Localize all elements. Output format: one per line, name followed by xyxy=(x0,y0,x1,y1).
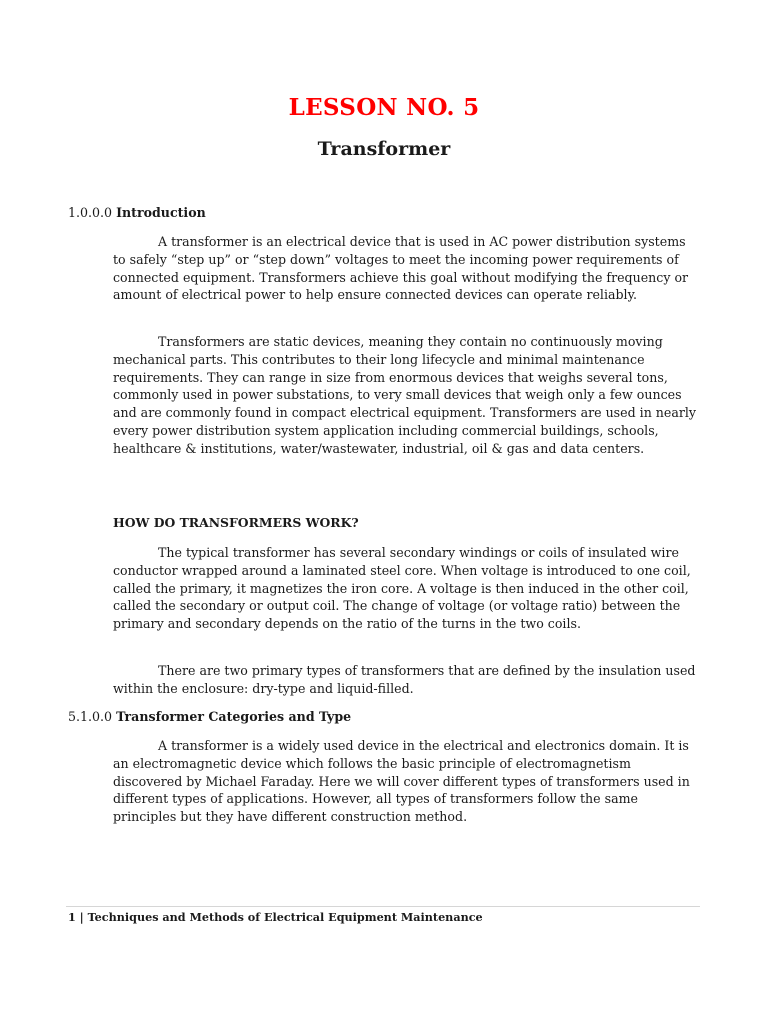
how-paragraph-2: There are two primary types of transformers that are defined by the insulation used within the enclosure: dry-type and liquid-filled. xyxy=(113,663,696,696)
section-heading-categories xyxy=(68,709,351,724)
intro-paragraph-2: Transformers are static devices, meaning they contain no continuously moving mechanical parts. This contributes to their long lifecycle and minimal maintenance requirements. They can range in size from enormous devices that weighs several tons, commonly used in power substations, to very small devices that weigh only a few ounces and are commonly found in compact electrical equipment. Transformers are used in nearly every power distribution system application including commercial buildings, schools, healthcare & institutions, water/wastewater, industrial, oil & gas and data centers. xyxy=(113,334,697,456)
page-footer: 1 | Techniques and Methods of Electrical Equipment Maintenance xyxy=(68,910,483,924)
categories-paragraph-1: A transformer is a widely used device in the electrical and electronics domain. It is an electromagnetic device which follows the basic principle of electromagnetism discovered by Michael Faraday. Here we will cover different types of transformers used in different types of applications. However, all types of transformers follow the same principles but they have different construction method. xyxy=(113,738,690,825)
section-label: Introduction xyxy=(116,205,206,220)
section-label: Transformer Categories and Type xyxy=(116,709,352,724)
footer-divider xyxy=(66,906,700,907)
lesson-title: LESSON NO. 5 xyxy=(288,94,480,121)
section-number: 1.0.0.0 xyxy=(68,205,113,220)
intro-paragraph-1: A transformer is an electrical device that is used in AC power distribution systems to safely “step up” or “step down” voltages to meet the incoming power requirements of connected equipment. Transformers achieve this goal without modifying the frequency or amount of electrical power to help ensure connected devices can operate reliably. xyxy=(113,234,689,303)
how-paragraph-1: The typical transformer has several secondary windings or coils of insulated wire conductor wrapped around a laminated steel core. When voltage is introduced to one coil, called the primary, it magnetizes the iron core. A voltage is then induced in the other coil, called the secondary or output coil. The change of voltage (or voltage ratio) between the primary and secondary depends on the ratio of the turns in the two coils. xyxy=(113,545,691,632)
section-heading-introduction xyxy=(68,205,206,220)
section-number: 5.1.0.0 xyxy=(68,709,113,724)
section-heading-how-transformers-work: HOW DO TRANSFORMERS WORK? xyxy=(113,515,359,530)
document-title: Transformer xyxy=(317,138,451,160)
